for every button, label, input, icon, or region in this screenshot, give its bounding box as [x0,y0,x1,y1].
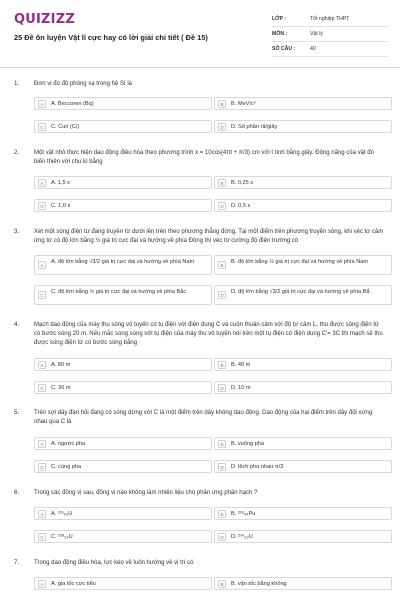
option-text: D. độ lớn bằng √3/2 giá trị cực đại và hướng về phía Bắ [231,289,370,295]
question-text: Mạch dao động của máy thu sóng vô tuyến có tụ điện với điện dung C và cuộn thuần cảm với độ tự cảm L, thu được sóng điện từ có bước sóng 20 m. Nếu mắc song song với tụ điện của máy thu vô tuyến nói trên một tụ điện có điện dung C'= 3C thì mạch sẽ thu được sóng điện từ có bước sóng bằng [34,322,383,346]
option-letter: B [218,261,226,269]
question-text: Xét một sóng điện từ đang truyền từ dưới lên trên theo phương thẳng đứng. Tại một điểm trên phương truyền sóng, khi véc tơ cảm ứng từ có độ lớn bằng ½ giá trị cực đại và hướng về phía Đông thì véc tơ cường độ điện trường có [34,229,384,244]
option-text: D. ²³⁴₉₂U [231,534,253,540]
option-letter: B [218,580,226,588]
option-5a[interactable] [34,437,212,450]
option-letter: B [218,440,226,448]
option-text: C. 1,0 s [51,203,71,209]
meta-label: LỚP : [272,16,287,22]
option-text: B. 0,25 s [231,180,254,186]
question-text: Trên sợi dây đàn hồi đang có sóng dừng với C là một điểm trên dây không dao động. Dao động của hai điểm trên dây đối xứng nhau qua C là [34,410,373,425]
option-6a[interactable] [34,507,212,520]
option-7b[interactable] [214,577,392,590]
question-number: 1. [14,80,20,87]
option-letter: A [38,580,46,588]
option-text: A. ²³⁵₉₂U [51,511,73,517]
worksheet-title: 25 Đề ôn luyện Vật lí cực hay có lời giải chi tiết ( Đề 15) [14,33,208,42]
option-6c[interactable] [34,530,212,543]
option-4a[interactable] [34,358,212,371]
meta-label: SỐ CÂU : [272,46,296,52]
worksheet-header [0,0,400,68]
quizizz-logo: QUIZIZZ [14,12,75,27]
option-letter: C [38,533,46,541]
option-letter: C [38,202,46,210]
option-4d[interactable] [214,381,392,394]
option-letter: B [218,179,226,187]
option-letter: B [218,510,226,518]
option-letter: D [218,384,226,392]
meta-row-subject [272,27,388,42]
question-text: Trong dao động điều hòa, lực kéo về luôn hướng về vị trí có [34,560,194,566]
option-3c[interactable] [34,285,212,305]
option-text: C. độ lớn bằng ½ giá trị cực đại và hướng về phía Bắc [51,289,187,295]
question-number: 4. [14,321,20,328]
option-text: A. gia tốc cực tiểu [51,581,96,587]
option-2a[interactable] [34,176,212,189]
option-text: B. độ lớn bằng ½ giá trị cực đại và hướng về phía Nam [231,259,369,265]
option-text: A. Beccoren (Bq) [51,101,94,107]
option-text: C. ²³⁸₉₂U [51,534,73,540]
option-5b[interactable] [214,437,392,450]
option-letter: C [38,123,46,131]
option-letter: A [38,440,46,448]
option-letter: C [38,291,46,299]
option-letter: D [218,291,226,299]
option-4c[interactable] [34,381,212,394]
option-text: D. lệch pha nhau π/3 [231,464,284,470]
option-7a[interactable] [34,577,212,590]
option-text: B. vuông pha [231,441,264,447]
meta-value: 40 [310,46,316,52]
option-3b[interactable] [214,255,392,275]
option-letter: D [218,123,226,131]
option-text: A. 1,5 s [51,180,70,186]
option-text: B. MeV/c² [231,101,256,107]
option-letter: A [38,179,46,187]
meta-row-count [272,42,388,57]
question-text: Đơn vị đo độ phóng xạ trong hệ SI là [34,81,132,87]
option-letter: C [38,384,46,392]
worksheet-meta [272,12,388,57]
question-number: 5. [14,409,20,416]
option-letter: B [218,100,226,108]
option-letter: D [218,463,226,471]
option-text: A. 80 m [51,362,71,368]
meta-label: MÔN : [272,31,288,37]
option-text: D. 10 m [231,385,251,391]
option-text: A. độ lớn bằng √3/2 giá trị cực đại và hướng về phía Nam [51,259,195,265]
option-1d[interactable] [214,120,392,133]
option-text: B. ²³⁹₉₄Pu [231,511,256,517]
option-6d[interactable] [214,530,392,543]
question-text: Trong các đồng vị sau, đồng vị nào không làm nhiên liệu cho phản ứng phân hạch ? [34,490,258,496]
option-text: D. 0,5 s [231,203,251,209]
option-text: B. 40 m [231,362,251,368]
option-3d[interactable] [214,285,392,305]
option-letter: D [218,533,226,541]
option-3a[interactable] [34,255,212,275]
option-1b[interactable] [214,97,392,110]
option-5d[interactable] [214,460,392,473]
meta-value: Tốt nghiệp THPT [310,16,350,22]
option-letter: A [38,261,46,269]
option-5c[interactable] [34,460,212,473]
option-2b[interactable] [214,176,392,189]
option-text: D. Số phân rã/giây [231,124,278,130]
option-letter: D [218,202,226,210]
option-text: C. Curi (Ci) [51,124,79,130]
question-number: 6. [14,489,20,496]
option-text: B. vận tốc bằng không [231,581,287,587]
meta-value: Vật lý [310,31,323,37]
option-text: C. 30 m [51,385,71,391]
option-2d[interactable] [214,199,392,212]
option-letter: A [38,361,46,369]
question-number: 7. [14,559,20,566]
option-letter: C [38,463,46,471]
option-text: A. ngược pha [51,441,86,447]
meta-row-class [272,12,388,27]
option-4b[interactable] [214,358,392,371]
question-number: 2. [14,149,20,156]
option-6b[interactable] [214,507,392,520]
option-letter: A [38,100,46,108]
option-text: C. cùng pha [51,464,82,470]
option-letter: A [38,510,46,518]
question-number: 3. [14,228,20,235]
question-text: Một vật nhỏ thực hiện dao động điều hòa theo phương trình x = 10cos(4πt + π/3) cm với t tính bằng giây. Động năng của vật đó biến thiên với chu kì bằng [34,150,374,165]
option-1c[interactable] [34,120,212,133]
option-2c[interactable] [34,199,212,212]
option-1a[interactable] [34,97,212,110]
option-letter: B [218,361,226,369]
